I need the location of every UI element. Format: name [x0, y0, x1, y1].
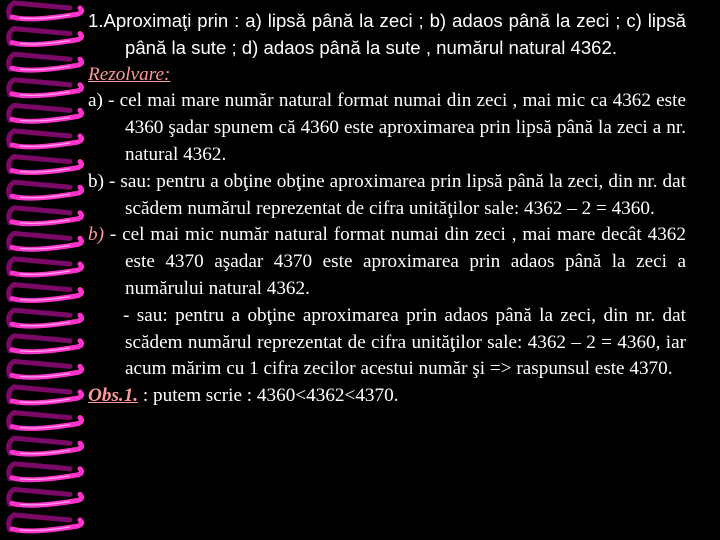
paragraph-b-adaos: [88, 222, 686, 302]
spiral-binding-decoration: [0, 0, 90, 540]
exercise-title: 1.Aproximaţi prin : a) lipsă până la zeci ; b) adaos până la zeci ; c) lipsă până la sute ; d) adaos până la sute , numărul natural 4362.: [88, 10, 686, 58]
observation: [88, 383, 686, 410]
marker-b-italic: b): [88, 224, 104, 246]
paragraph-a: [88, 88, 686, 168]
slide-content: [88, 8, 686, 410]
marker-b: b): [88, 170, 104, 192]
paragraph-b-subtraction: [88, 169, 686, 223]
paragraph-a-text: - cel mai mare număr natural format numai din zeci , mai mic ca 4362 este 4360 şadar spunem că 4360 este aproximarea prin lipsă până la zeci a nr. natural 4362.: [102, 90, 686, 165]
marker-a: a): [88, 90, 103, 112]
obs-label: Obs.1.: [88, 385, 139, 407]
paragraph-b2-text: - cel mai mic număr natural format numai din zeci , mai mare decât 4362 este 4370 aşadar 4370 este aproximarea prin adaos până la zeci a numărului natural 4362.: [103, 224, 686, 299]
rezolvare-heading: Rezolvare:: [88, 63, 171, 85]
paragraph-b-alternative: - sau: pentru a obţine aproximarea prin adaos până la zeci, din nr. dat scădem numărul reprezentat de cifra unităţilor sale: 4362 – 2 = 4360, iar acum mărim cu 1 cifra zecilor acestui număr şi => raspunsul este 4370.: [123, 304, 686, 380]
obs-text: : putem scrie : 4360<4362<4370.: [138, 385, 399, 407]
paragraph-b1-text: - sau: pentru a obţine obţine aproximarea prin lipsă până la zeci, din nr. dat scădem numărul reprezentat de cifra unităţilor sale: 4362 – 2 = 4360.: [103, 170, 686, 219]
